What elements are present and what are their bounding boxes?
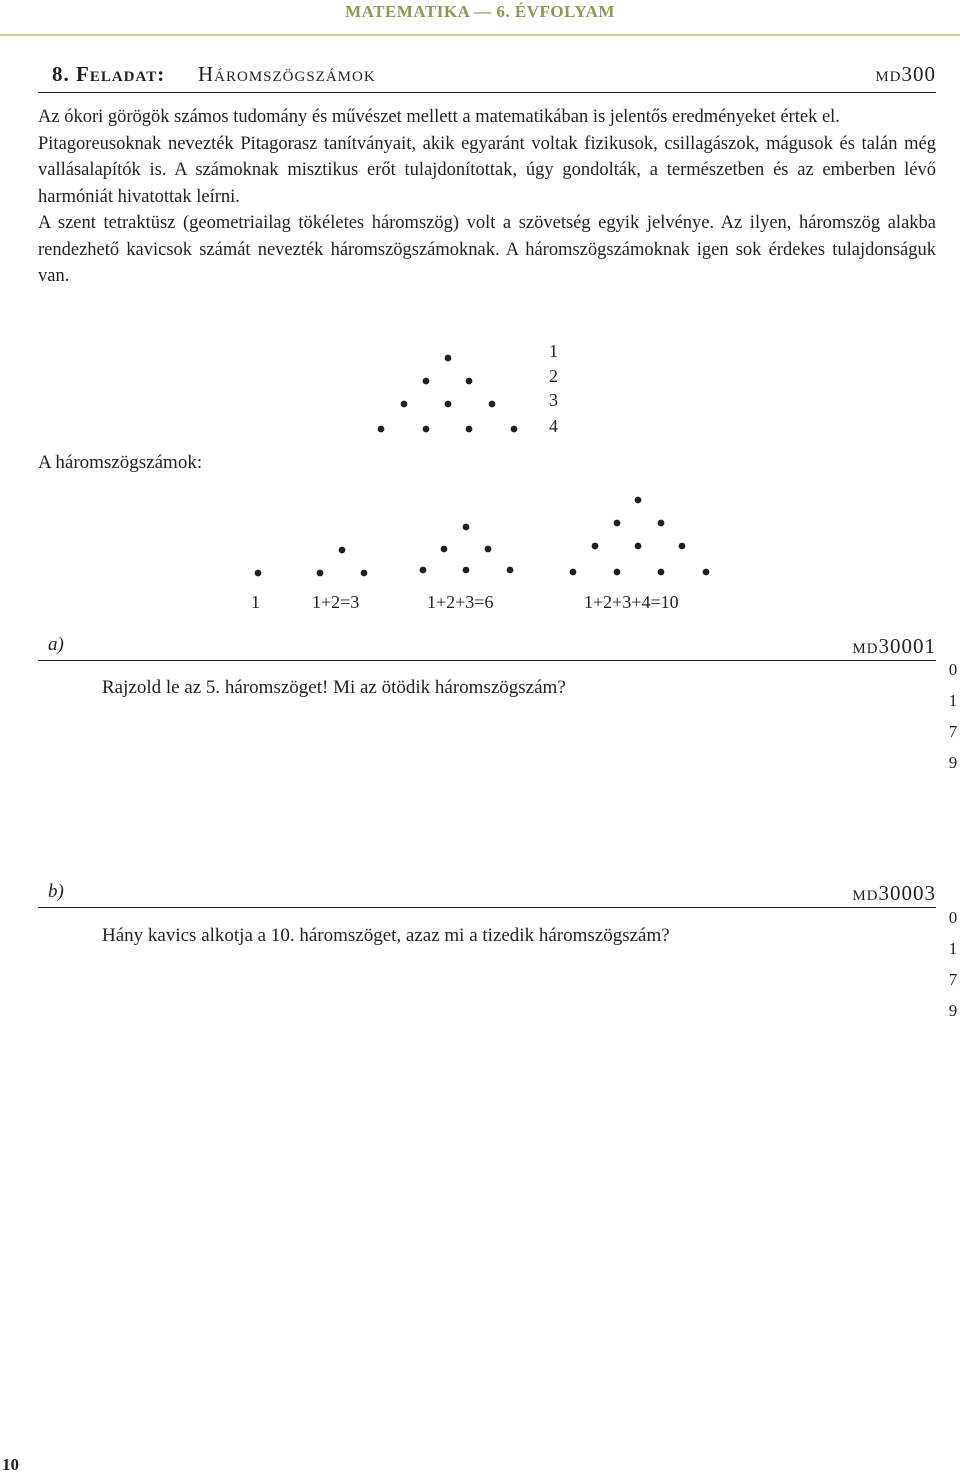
- pebble-dot: [401, 401, 408, 408]
- pebble-dot: [423, 378, 430, 385]
- pebble-dot: [592, 543, 599, 550]
- pebble-dot: [463, 567, 470, 574]
- pebble-dot: [679, 543, 686, 550]
- triangle-6: [420, 524, 514, 574]
- pebble-dot: [317, 570, 324, 577]
- pebble-dot: [485, 546, 492, 553]
- triangle-3: [317, 547, 368, 577]
- row-number: 4: [549, 416, 558, 436]
- sum-label: 1+2+3+4=10: [584, 592, 679, 612]
- pebble-dot: [570, 569, 577, 576]
- tetraktys-row-numbers: [549, 341, 558, 436]
- page-number: 10: [2, 1455, 19, 1474]
- part-b-score-codes: [946, 902, 960, 1026]
- score-code: 1: [948, 939, 958, 958]
- part-a-code: md30001: [852, 634, 936, 658]
- pebble-dot: [445, 401, 452, 408]
- triangle-1: [255, 570, 262, 577]
- part-a-question: Rajzold le az 5. háromszöget! Mi az ötödik háromszögszám?: [102, 677, 566, 698]
- intro-paragraph-2: Pitagoreusoknak nevezték Pitagorasz tanítványait, akik egyaránt voltak fizikusok, csillagászok, mágusok és talán még vallásalapítók is. A számoknak misztikus erőt tulajdonítottak, úgy gondolták, a természetben és az emberben lévő harmóniát hivatottak leírni.: [38, 133, 936, 207]
- score-code: 9: [948, 753, 958, 772]
- score-code: 7: [948, 722, 958, 741]
- part-a-heading: [38, 634, 936, 661]
- part-a-score-codes: [946, 654, 960, 778]
- part-b-question: Hány kavics alkotja a 10. háromszöget, azaz mi a tizedik háromszögszám?: [102, 925, 670, 946]
- pebble-dot: [255, 570, 262, 577]
- score-code: 1: [948, 691, 958, 710]
- row-number: 3: [549, 390, 558, 410]
- triangle-10: [570, 497, 710, 576]
- pebble-dot: [466, 378, 473, 385]
- pebble-dot: [441, 546, 448, 553]
- pebble-dot: [466, 426, 473, 433]
- task-title: Háromszögszámok: [198, 62, 376, 86]
- pebble-dot: [658, 569, 665, 576]
- pebble-dot: [635, 543, 642, 550]
- task-label: Feladat:: [76, 62, 166, 86]
- pebble-dot: [507, 567, 514, 574]
- part-a-letter: a): [48, 634, 64, 655]
- tetraktys-figure: [378, 355, 518, 433]
- pebble-dot: [614, 520, 621, 527]
- task-code: md300: [875, 62, 936, 86]
- pebble-dot: [423, 426, 430, 433]
- pebble-dot: [463, 524, 470, 531]
- score-code: 0: [948, 908, 958, 927]
- sum-label: 1: [251, 592, 260, 612]
- row-number: 1: [549, 341, 558, 361]
- pebble-dot: [511, 426, 518, 433]
- score-code: 7: [948, 970, 958, 989]
- score-code: 9: [948, 1001, 958, 1020]
- sum-label: 1+2=3: [312, 592, 360, 612]
- pebble-dot: [489, 401, 496, 408]
- row-number: 2: [549, 366, 558, 386]
- pebble-dot: [703, 569, 710, 576]
- pebble-dot: [378, 426, 385, 433]
- triangular-numbers-label: A háromszögszámok:: [38, 452, 203, 473]
- intro-paragraph-3: A szent tetraktüsz (geometriailag tökéletes háromszög) volt a szövetség egyik jelvénye. Az ilyen, háromszög alakba rendezhető kavicsok számát nevezték háromszögszámoknak. A háromszögszámoknak igen sok érdekes tulajdonságuk van.: [38, 213, 936, 286]
- part-b-letter: b): [48, 881, 64, 902]
- sum-label: 1+2+3=6: [427, 592, 494, 612]
- part-b-code: md30003: [852, 881, 936, 905]
- pebble-dot: [445, 355, 452, 362]
- part-b-heading: [38, 881, 936, 908]
- pebble-dot: [361, 570, 368, 577]
- pebble-dot: [614, 569, 621, 576]
- intro-paragraph-1: Az ókori görögök számos tudomány és művészet mellett a matematikában is jelentős eredményeket értek el.: [38, 107, 840, 127]
- score-code: 0: [948, 660, 958, 679]
- pebble-dot: [339, 547, 346, 554]
- task-number: 8.: [52, 62, 70, 86]
- page-header-title: MATEMATIKA — 6. ÉVFOLYAM: [345, 2, 615, 21]
- pebble-dot: [658, 520, 665, 527]
- pebble-dot: [420, 567, 427, 574]
- pebble-dot: [635, 497, 642, 504]
